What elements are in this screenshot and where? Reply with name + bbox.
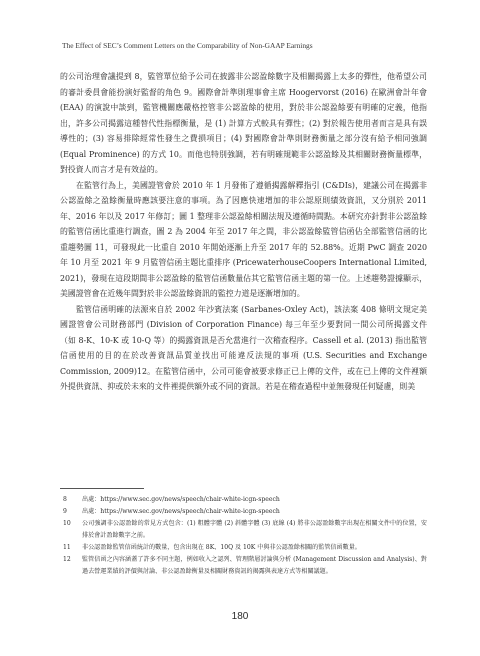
footnote-text: 監管信函之內容涵蓋了許多不同主題，例如收入之認列、管理階層討論與分析 (Management Discussion and Analysis)、對過去營運業績的評價與討論、非公認盈餘衡量及相關財務資訊的揭露與表達方式等相關議題。 [82, 556, 427, 575]
footnote [60, 494, 427, 506]
footnotes [60, 494, 427, 578]
footnote [60, 518, 427, 542]
footnote-divider [60, 488, 144, 489]
footnote-number: 8 [63, 496, 67, 503]
footnote-number: 12 [63, 556, 71, 563]
footnote [60, 542, 427, 554]
running-header: The Effect of SEC’s Comment Letters on the Comparability of Non-GAAP Earnings [62, 41, 313, 50]
page-number: 180 [231, 611, 249, 622]
paragraph: 的公司治理會議提到 8，監管單位給予公司在披露非公認盈餘數字及相關揭露上太多的彈性，他希望公司的審計委員會能扮演好監督的角色 9。國際會計準則理事會主席 Hoogervorst (2016) 在歐洲會計年會 (EAA) 的演說中談到，監管機關應嚴格控管非公認盈餘的使用，對於非公認盈餘要有明確的定義，他指出，許多公司揭露這種替代性指標衡量，是 (1) 計算方式較具有彈性；(2) 對於報告使用者而言是具有誤導性的；(3) 容易排除經常性發生之費損項目；(4) 對國際會計準則財務衡量之部分沒有給予相同強調 (Equal Prominence) 的方式 10。而他也特別強調，若有明確規範非公認盈餘及其相關財務衡量標準，對投資人而言才是有效益的。 [60, 72, 427, 174]
footnote-text: 公司強調非公認盈餘的常見方式包含：(1) 粗體字體 (2) 斜體字體 (3) 底線 (4) 將非公認盈餘數字出現在相關文件中的位置，安排於會計盈餘數字之前。 [82, 520, 427, 539]
footnote-text: 非公認盈餘監管信函統計的數量，包含出現在 8K、10Q 及 10K 中與非公認盈餘相關的監管信函數量。 [82, 544, 361, 551]
footnote-text: 出處：https://www.sec.gov/news/speech/chair-white-icgn-speech [82, 496, 280, 503]
footnote-number: 11 [63, 544, 71, 551]
footnote [60, 554, 427, 578]
footnote-text: 出處：https://www.sec.gov/news/speech/chair-white-icgn-speech [82, 508, 280, 515]
footnote-number: 10 [63, 520, 71, 527]
footnote-number: 9 [63, 508, 67, 515]
paragraph: 監管信函明確的法源來自於 2002 年沙賓法案 (Sarbanes-Oxley Act)，該法案 408 條明文規定美國證管會公司財務部門 (Division of Corporation Finance) 每三年至少要對同一間公司所揭露文件（如 8-K、10-K 或 10-Q 等）的揭露資訊是否允當進行一次稽查程序。Cassell et al. (2013) 指出監管信函使用的目的在於改善資訊品質並找出可能違反法規的事項 (U.S. Securities and Exchange Commission, 2009)12。在監管信函中，公司可能會被要求修正已上傳的文件，或在已上傳的文件裡額外提供資訊、抑或於未來的文件裡提供額外或不同的資訊。若是在稽查過程中並無發現任何疑慮，則美 [60, 304, 427, 391]
footnote [60, 506, 427, 518]
paragraph: 在監管行為上，美國證管會於 2010 年 1 月發佈了遵循揭露解釋指引 (C&DIs)，建議公司在揭露非公認盈餘之盈餘衡量時應該要注意的事項。為了因應快速增加的非公認原則績效資訊，又分別於 2011 年、2016 年以及 2017 年修訂；圖 1 整理非公認盈餘相關法規及遵循時間點。本研究亦針對非公認盈餘的監管信函比重進行調查，圖 2 為 2004 年至 2017 年之間，非公認盈餘監管信函佔全部監管信函的比重趨勢圖 11，可發現此一比重自 2010 年開始逐漸上升至 2017 年的 52.88%。近期 PwC 調查 2020 年 10 月至 2021 年 9 月監管信函主題比重排序 (PricewaterhouseCoopers International Limited, 2021)，發現在這段期間非公認盈餘的監管信函數量佔其它監管信函主題的第一位。上述趨勢證據顯示，美國證管會在近幾年間對於非公認盈餘資訊的監控力道是逐漸增加的。 [60, 180, 427, 298]
body-text [60, 69, 427, 395]
